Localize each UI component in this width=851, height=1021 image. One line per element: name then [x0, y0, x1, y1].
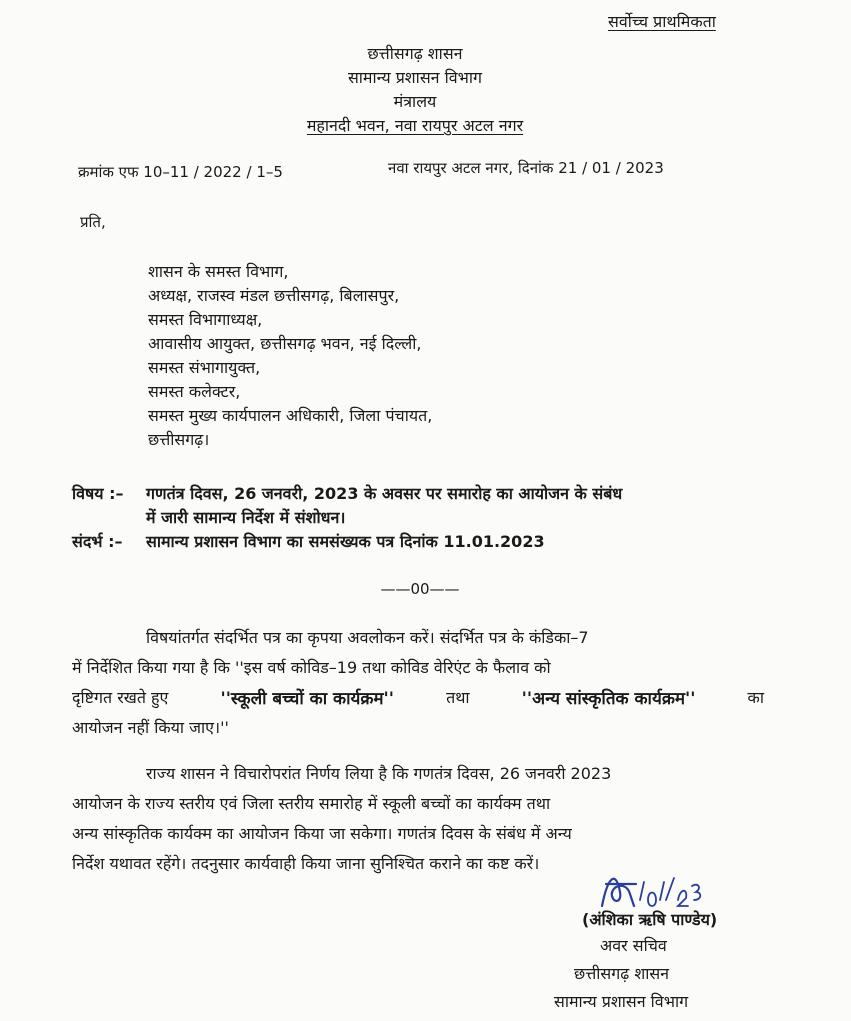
header-address: महानदी भवन, नवा रायपुर अटल नगर: [306, 116, 524, 135]
subject-line: में जारी सामान्य निर्देश में संशोधन।: [146, 508, 346, 527]
subject-label: विषय :–: [72, 484, 124, 503]
recipient-item: आवासीय आयुक्त, छत्तीसगढ़ भवन, नई दिल्ली,: [148, 334, 422, 353]
signatory-gov: छत्तीसगढ़ शासन: [574, 964, 670, 983]
recipient-item: समस्त विभागाध्यक्ष,: [148, 310, 263, 329]
quoted-program: ''अन्य सांस्कृतिक कार्यक्रम'': [521, 689, 696, 709]
paragraph-line: आयोजन नहीं किया जाए।'': [72, 718, 229, 737]
separator: ——00——: [380, 580, 460, 598]
paragraph-line: आयोजन के राज्य स्तरीय एवं जिला स्तरीय समारोह में स्कूली बच्चों का कार्यक्म तथा: [72, 794, 551, 813]
paragraph-text: तथा: [446, 688, 470, 707]
paragraph-line: में निर्देशित किया गया है कि ''इस वर्ष कोविड–19 तथा कोविड वेरिएंट के फैलाव को: [72, 658, 551, 677]
paragraph-line: अन्य सांस्कृतिक कार्यक्म का आयोजन किया जा सकेगा। गणतंत्र दिवस के संबंध में अन्य: [72, 824, 572, 843]
header-gov: छत्तीसगढ़ शासन: [367, 44, 463, 63]
signatory-dept: सामान्य प्रशासन विभाग: [554, 992, 689, 1011]
paragraph-line: निर्देश यथावत रहेंगे। तदनुसार कार्यवाही किया जाना सुनिश्चित कराने का कष्ट करें।: [72, 854, 540, 873]
recipient-item: शासन के समस्त विभाग,: [148, 262, 289, 281]
quoted-program: ''स्कूली बच्चों का कार्यक्रम'': [220, 689, 394, 709]
signatory-name: (अंशिका ऋषि पाण्डेय): [582, 910, 718, 929]
to-label: प्रति,: [80, 213, 106, 231]
recipient-item: अध्यक्ष, राजस्व मंडल छत्तीसगढ़, बिलासपुर,: [148, 286, 400, 305]
place-date: नवा रायपुर अटल नगर, दिनांक 21 / 01 / 2023: [388, 159, 664, 177]
reference-text: सामान्य प्रशासन विभाग का समसंख्यक पत्र दिनांक 11.01.2023: [146, 532, 545, 551]
handwritten-signature: [596, 866, 726, 912]
recipient-item: समस्त संभागायुक्त,: [148, 358, 261, 377]
paragraph-line: [72, 686, 764, 709]
header-office: मंत्रालय: [393, 92, 437, 111]
recipient-item: समस्त कलेक्टर,: [148, 382, 241, 401]
subject-line: गणतंत्र दिवस, 26 जनवरी, 2023 के अवसर पर समारोह का आयोजन के संबंध: [146, 484, 623, 503]
header-dept: सामान्य प्रशासन विभाग: [347, 68, 483, 87]
paragraph-text: का: [747, 688, 764, 707]
paragraph-text: दृष्टिगत रखते हुए: [72, 688, 169, 707]
signatory-designation: अवर सचिव: [600, 936, 667, 955]
recipient-item: समस्त मुख्य कार्यपालन अधिकारी, जिला पंचायत,: [148, 406, 433, 425]
recipient-item: छत्तीसगढ़।: [148, 430, 210, 449]
paragraph-line: राज्य शासन ने विचारोपरांत निर्णय लिया है कि गणतंत्र दिवस, 26 जनवरी 2023: [146, 764, 612, 783]
reference-label: संदर्भ :–: [72, 532, 123, 551]
priority-label: सर्वोच्च प्राथमिकता: [608, 12, 716, 31]
paragraph-line: विषयांतर्गत संदर्भित पत्र का कृपया अवलोकन करें। संदर्भित पत्र के कंडिका–7: [146, 628, 589, 647]
reference-number: क्रमांक एफ 10–11 / 2022 / 1–5: [78, 163, 283, 181]
